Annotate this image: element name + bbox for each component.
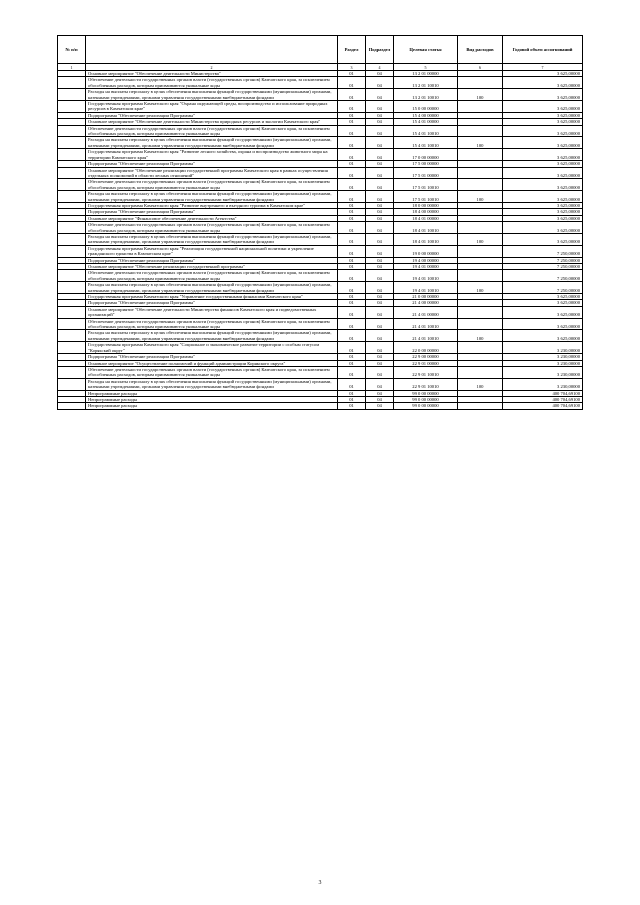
cell-amount: 7 250,00000 (503, 264, 583, 270)
cell-amount: 400 704,69100 (503, 396, 583, 402)
table-row (58, 245, 583, 257)
cell-amount: 3 230,00000 (503, 342, 583, 354)
cell-razdel: 01 (338, 282, 366, 294)
cell-statya: 17 0 00 00000 (394, 149, 458, 161)
table-row (58, 330, 583, 342)
cell-razdel: 01 (338, 264, 366, 270)
cell-amount: 3 625,00000 (503, 137, 583, 149)
cell-number (58, 342, 86, 354)
cell-vid (458, 245, 503, 257)
cell-razdel: 01 (338, 270, 366, 282)
cell-razdel: 01 (338, 215, 366, 221)
cell-amount: 3 625,00000 (503, 161, 583, 167)
cell-vid (458, 179, 503, 191)
cell-amount: 3 625,00000 (503, 222, 583, 234)
cell-vid: 100 (458, 137, 503, 149)
cell-number (58, 318, 86, 330)
cell-name: Подпрограмма "Обеспечение реализации Программы" (86, 300, 338, 306)
cell-name: Непрограммные расходы (86, 390, 338, 396)
cell-vid (458, 77, 503, 89)
cell-number (58, 330, 86, 342)
cell-podrazdel: 04 (366, 245, 394, 257)
cell-amount: 7 250,00000 (503, 270, 583, 282)
cell-podrazdel: 04 (366, 101, 394, 113)
cell-podrazdel: 04 (366, 77, 394, 89)
cell-podrazdel: 04 (366, 366, 394, 378)
cell-statya: 99 0 00 00000 (394, 390, 458, 396)
cell-number (58, 378, 86, 390)
cell-vid (458, 125, 503, 137)
cell-statya: 15 4 01 10010 (394, 137, 458, 149)
cell-statya: 15 0 00 00000 (394, 101, 458, 113)
cell-number (58, 403, 86, 409)
cell-name: Непрограммные расходы (86, 396, 338, 402)
table-row (58, 125, 583, 137)
table-row (58, 149, 583, 161)
cell-razdel: 01 (338, 390, 366, 396)
cell-razdel: 01 (338, 137, 366, 149)
cell-razdel: 01 (338, 191, 366, 203)
cell-name: Расходы на выплаты персоналу в целях обеспечения выполнения функций государственными (муниципальными) органами, казенными учреждениями, органами управления государственными внебюджетными фондами (86, 330, 338, 342)
cell-vid (458, 101, 503, 113)
cell-amount: 400 704,69100 (503, 403, 583, 409)
cell-razdel: 01 (338, 378, 366, 390)
cell-name: Обеспечение деятельности государственных органов власти (государственных органов) Камчатского края, за исключением обособленных расходов, которым присваиваются уникальные коды (86, 125, 338, 137)
cell-name: Обеспечение деятельности государственных органов власти (государственных органов) Камчатского края, за исключением обособленных расходов, которым присваиваются уникальные коды (86, 366, 338, 378)
cell-amount: 3 625,00000 (503, 179, 583, 191)
cell-podrazdel: 04 (366, 360, 394, 366)
cell-podrazdel: 04 (366, 342, 394, 354)
cell-name: Расходы на выплаты персоналу в целях обеспечения выполнения функций государственными (муниципальными) органами, казенными учреждениями, органами управления государственными внебюджетными фондами (86, 89, 338, 101)
cell-name: Обеспечение деятельности государственных органов власти (государственных органов) Камчатского края, за исключением обособленных расходов, которым присваиваются уникальные коды (86, 222, 338, 234)
cell-statya: 21 4 00 00000 (394, 300, 458, 306)
col-number-1: 1 (58, 64, 86, 71)
cell-statya: 17 5 00 00000 (394, 161, 458, 167)
cell-statya: 21 4 01 10010 (394, 318, 458, 330)
cell-podrazdel: 04 (366, 179, 394, 191)
cell-amount: 3 625,00000 (503, 71, 583, 77)
cell-number (58, 245, 86, 257)
cell-razdel: 01 (338, 233, 366, 245)
table-row (58, 282, 583, 294)
cell-vid: 100 (458, 282, 503, 294)
cell-razdel: 01 (338, 161, 366, 167)
cell-name: Основное мероприятие "Обеспечение деятельности Министерства" (86, 71, 338, 77)
cell-razdel: 01 (338, 112, 366, 118)
cell-razdel: 01 (338, 360, 366, 366)
cell-statya: 99 0 00 00000 (394, 396, 458, 402)
cell-razdel: 01 (338, 71, 366, 77)
cell-name: Расходы на выплаты персоналу в целях обеспечения выполнения функций государственными (муниципальными) органами, казенными учреждениями, органами управления государственными внебюджетными фондами (86, 378, 338, 390)
cell-name: Основное мероприятие "Обеспечение деятельности Министерства финансов Камчатского края и подведомственных организаций" (86, 306, 338, 318)
cell-name: Подпрограмма "Обеспечение реализации Программы" (86, 257, 338, 263)
table-row (58, 167, 583, 179)
cell-podrazdel: 04 (366, 354, 394, 360)
header-vid: Вид расходов (458, 36, 503, 64)
cell-amount: 3 625,00000 (503, 149, 583, 161)
col-number-3: 3 (338, 64, 366, 71)
cell-amount: 3 625,00000 (503, 202, 583, 208)
cell-amount: 3 230,00000 (503, 354, 583, 360)
cell-amount: 3 625,00000 (503, 89, 583, 101)
cell-podrazdel: 04 (366, 89, 394, 101)
cell-statya: 18 4 00 00000 (394, 209, 458, 215)
cell-amount: 3 625,00000 (503, 191, 583, 203)
cell-razdel: 01 (338, 222, 366, 234)
cell-razdel: 01 (338, 101, 366, 113)
cell-statya: 22 9 01 10010 (394, 378, 458, 390)
col-number-7: 7 (503, 64, 583, 71)
cell-razdel: 01 (338, 366, 366, 378)
cell-name: Расходы на выплаты персоналу в целях обеспечения выполнения функций государственными (муниципальными) органами, казенными учреждениями, органами управления государственными внебюджетными фондами (86, 191, 338, 203)
header-podrazdel: Подраздел (366, 36, 394, 64)
cell-podrazdel: 04 (366, 294, 394, 300)
cell-razdel: 01 (338, 318, 366, 330)
cell-podrazdel: 04 (366, 233, 394, 245)
cell-razdel: 01 (338, 257, 366, 263)
cell-statya: 22 9 01 00000 (394, 360, 458, 366)
cell-razdel: 01 (338, 119, 366, 125)
cell-razdel: 01 (338, 294, 366, 300)
header-amount: Годовой объем ассигнований (503, 36, 583, 64)
col-number-6: 6 (458, 64, 503, 71)
header-row (58, 36, 583, 64)
table-row (58, 366, 583, 378)
cell-number (58, 179, 86, 191)
cell-podrazdel: 04 (366, 264, 394, 270)
cell-statya: 19 4 01 00000 (394, 264, 458, 270)
cell-razdel: 01 (338, 300, 366, 306)
cell-statya: 13 2 01 00000 (394, 71, 458, 77)
cell-podrazdel: 04 (366, 202, 394, 208)
header-name (86, 36, 338, 64)
cell-number (58, 137, 86, 149)
cell-vid (458, 366, 503, 378)
cell-number (58, 282, 86, 294)
cell-number (58, 222, 86, 234)
table-row (58, 306, 583, 318)
cell-statya: 15 4 01 00000 (394, 119, 458, 125)
cell-amount: 3 625,00000 (503, 318, 583, 330)
cell-statya: 21 0 00 00000 (394, 294, 458, 300)
cell-statya: 22 9 00 00000 (394, 354, 458, 360)
cell-podrazdel: 04 (366, 378, 394, 390)
cell-name: Расходы на выплаты персоналу в целях обеспечения выполнения функций государственными (муниципальными) органами, казенными учреждениями, органами управления государственными внебюджетными фондами (86, 282, 338, 294)
cell-name: Обеспечение деятельности государственных органов власти (государственных органов) Камчатского края, за исключением обособленных расходов, которым присваиваются уникальные коды (86, 179, 338, 191)
cell-amount: 3 230,00000 (503, 366, 583, 378)
cell-name: Расходы на выплаты персоналу в целях обеспечения выполнения функций государственными (муниципальными) органами, казенными учреждениями, органами управления государственными внебюджетными фондами (86, 137, 338, 149)
cell-amount: 3 625,00000 (503, 112, 583, 118)
cell-razdel: 01 (338, 342, 366, 354)
table-row (58, 222, 583, 234)
table-body (58, 71, 583, 410)
cell-name: Основное мероприятие "Обеспечение реализации государственной программы Камчатского края в рамках осуществления отдельных полномочий в области лесных отношений" (86, 167, 338, 179)
cell-statya: 15 4 00 00000 (394, 112, 458, 118)
cell-name: Обеспечение деятельности государственных органов власти (государственных органов) Камчатского края, за исключением обособленных расходов, которым присваиваются уникальные коды (86, 270, 338, 282)
table-row (58, 179, 583, 191)
cell-name: Основное мероприятие "Обеспечение деятельности Министерства природных ресурсов и экологии Камчатского края" (86, 119, 338, 125)
cell-statya: 18 4 01 10010 (394, 222, 458, 234)
cell-statya: 17 5 01 10010 (394, 179, 458, 191)
header-razdel: Раздел (338, 36, 366, 64)
cell-podrazdel: 04 (366, 191, 394, 203)
cell-amount: 3 625,00000 (503, 119, 583, 125)
cell-number (58, 149, 86, 161)
cell-podrazdel: 04 (366, 390, 394, 396)
cell-vid (458, 306, 503, 318)
cell-podrazdel: 04 (366, 149, 394, 161)
cell-amount: 3 625,00000 (503, 209, 583, 215)
cell-podrazdel: 04 (366, 257, 394, 263)
cell-podrazdel: 04 (366, 137, 394, 149)
cell-razdel: 01 (338, 396, 366, 402)
cell-amount: 3 625,00000 (503, 330, 583, 342)
cell-name: Подпрограмма "Обеспечение реализации Программы" (86, 161, 338, 167)
cell-statya: 19 4 01 10010 (394, 282, 458, 294)
cell-statya: 99 0 00 00000 (394, 403, 458, 409)
cell-statya: 21 4 01 00000 (394, 306, 458, 318)
cell-number (58, 77, 86, 89)
cell-podrazdel: 04 (366, 330, 394, 342)
cell-name: Государственная программа Камчатского края "Социальное и экономическое развитие территории с особым статусом "Корякский округ" (86, 342, 338, 354)
cell-statya: 17 5 01 00000 (394, 167, 458, 179)
cell-amount: 3 625,00000 (503, 306, 583, 318)
table-row (58, 101, 583, 113)
cell-amount: 3 625,00000 (503, 294, 583, 300)
cell-amount: 3 625,00000 (503, 125, 583, 137)
cell-statya: 18 0 00 00000 (394, 202, 458, 208)
table-row (58, 318, 583, 330)
cell-name: Подпрограмма "Обеспечение реализации Программы" (86, 112, 338, 118)
cell-razdel: 01 (338, 306, 366, 318)
column-number-row (58, 64, 583, 71)
cell-statya: 13 2 01 10010 (394, 77, 458, 89)
cell-name: Основное мероприятие "Осуществление полномочий и функций администрации Корякского округа" (86, 360, 338, 366)
cell-vid: 100 (458, 191, 503, 203)
cell-name: Подпрограмма "Обеспечение реализации Программы" (86, 209, 338, 215)
cell-amount: 3 230,00000 (503, 378, 583, 390)
table-row (58, 378, 583, 390)
cell-podrazdel: 04 (366, 112, 394, 118)
cell-razdel: 01 (338, 403, 366, 409)
cell-number (58, 191, 86, 203)
cell-statya: 22 0 00 00000 (394, 342, 458, 354)
cell-vid (458, 403, 503, 409)
cell-amount: 3 625,00000 (503, 167, 583, 179)
table-row (58, 191, 583, 203)
cell-name: Подпрограмма "Обеспечение реализации Программы" (86, 354, 338, 360)
cell-name: Государственная программа Камчатского края "Развитие лесного хозяйства, охрана и воспроизводство животного мира на территории Камчатского края" (86, 149, 338, 161)
cell-name: Непрограммные расходы (86, 403, 338, 409)
cell-vid (458, 167, 503, 179)
cell-podrazdel: 04 (366, 270, 394, 282)
cell-amount: 400 704,69100 (503, 390, 583, 396)
cell-podrazdel: 04 (366, 300, 394, 306)
cell-amount: 7 250,00000 (503, 282, 583, 294)
header-number: № п/п (58, 36, 86, 64)
cell-razdel: 01 (338, 77, 366, 89)
cell-amount: 3 230,00000 (503, 360, 583, 366)
cell-vid (458, 149, 503, 161)
cell-podrazdel: 04 (366, 215, 394, 221)
cell-statya: 15 4 01 10010 (394, 125, 458, 137)
cell-statya: 19 4 01 10010 (394, 270, 458, 282)
cell-statya: 18 4 01 10010 (394, 233, 458, 245)
cell-number (58, 306, 86, 318)
cell-podrazdel: 04 (366, 396, 394, 402)
cell-podrazdel: 04 (366, 318, 394, 330)
cell-podrazdel: 04 (366, 306, 394, 318)
cell-name: Расходы на выплаты персоналу в целях обеспечения выполнения функций государственными (муниципальными) органами, казенными учреждениями, органами управления государственными внебюджетными фондами (86, 233, 338, 245)
header-statya: Целевая статья (394, 36, 458, 64)
cell-name: Государственная программа Камчатского края "Реализация государственной национальной политики и укрепление гражданского единства в Камчатском крае" (86, 245, 338, 257)
cell-name: Основное мероприятие "Финансовое обеспечение деятельности Агентства" (86, 215, 338, 221)
cell-number (58, 89, 86, 101)
cell-vid (458, 270, 503, 282)
cell-podrazdel: 04 (366, 125, 394, 137)
cell-vid (458, 318, 503, 330)
cell-razdel: 01 (338, 245, 366, 257)
cell-name: Государственная программа Камчатского края "Управление государственными финансами Камчатского края" (86, 294, 338, 300)
cell-podrazdel: 04 (366, 167, 394, 179)
cell-vid: 100 (458, 89, 503, 101)
cell-name: Обеспечение деятельности государственных органов власти (государственных органов) Камчатского края, за исключением обособленных расходов, которым присваиваются уникальные коды (86, 77, 338, 89)
cell-razdel: 01 (338, 125, 366, 137)
cell-amount: 3 625,00000 (503, 101, 583, 113)
table-row (58, 233, 583, 245)
cell-name: Основное мероприятие "Обеспечение реализации государственной программы" (86, 264, 338, 270)
cell-vid (458, 342, 503, 354)
table-row (58, 270, 583, 282)
cell-podrazdel: 04 (366, 161, 394, 167)
cell-amount: 3 625,00000 (503, 77, 583, 89)
cell-amount: 3 625,00000 (503, 300, 583, 306)
cell-number (58, 101, 86, 113)
page-number: 3 (318, 880, 322, 886)
cell-razdel: 01 (338, 330, 366, 342)
cell-razdel: 01 (338, 167, 366, 179)
budget-table (57, 35, 583, 410)
cell-razdel: 01 (338, 354, 366, 360)
cell-podrazdel: 04 (366, 282, 394, 294)
cell-razdel: 01 (338, 209, 366, 215)
cell-vid: 100 (458, 378, 503, 390)
cell-statya: 21 4 01 10010 (394, 330, 458, 342)
cell-number (58, 233, 86, 245)
cell-amount: 7 250,00000 (503, 245, 583, 257)
cell-amount: 3 625,00000 (503, 215, 583, 221)
cell-statya: 19 0 00 00000 (394, 245, 458, 257)
cell-amount: 7 250,00000 (503, 257, 583, 263)
cell-number (58, 366, 86, 378)
col-number-2: 2 (86, 64, 338, 71)
cell-amount: 3 625,00000 (503, 233, 583, 245)
cell-number (58, 270, 86, 282)
cell-podrazdel: 04 (366, 222, 394, 234)
cell-vid: 100 (458, 330, 503, 342)
cell-number (58, 125, 86, 137)
cell-razdel: 01 (338, 149, 366, 161)
cell-statya: 17 5 01 10010 (394, 191, 458, 203)
cell-podrazdel: 04 (366, 71, 394, 77)
table-row (58, 77, 583, 89)
cell-number (58, 167, 86, 179)
cell-vid: 100 (458, 233, 503, 245)
table-row (58, 137, 583, 149)
cell-podrazdel: 04 (366, 119, 394, 125)
cell-name: Обеспечение деятельности государственных органов власти (государственных органов) Камчатского края, за исключением обособленных расходов, которым присваиваются уникальные коды (86, 318, 338, 330)
cell-name: Государственная программа Камчатского края "Охрана окружающей среды, воспроизводство и использование природных ресурсов в Камчатском крае" (86, 101, 338, 113)
cell-vid (458, 222, 503, 234)
col-number-5: 5 (394, 64, 458, 71)
cell-name: Государственная программа Камчатского края "Развитие внутреннего и въездного туризма в Камчатском крае" (86, 202, 338, 208)
cell-razdel: 01 (338, 89, 366, 101)
cell-podrazdel: 04 (366, 403, 394, 409)
cell-razdel: 01 (338, 202, 366, 208)
cell-podrazdel: 04 (366, 209, 394, 215)
table-row (58, 89, 583, 101)
cell-statya: 22 9 01 10010 (394, 366, 458, 378)
cell-razdel: 01 (338, 179, 366, 191)
cell-statya: 18 4 01 00000 (394, 215, 458, 221)
table-row (58, 342, 583, 354)
table-row (58, 403, 583, 409)
cell-statya: 13 2 01 10010 (394, 89, 458, 101)
col-number-4: 4 (366, 64, 394, 71)
cell-statya: 19 4 00 00000 (394, 257, 458, 263)
